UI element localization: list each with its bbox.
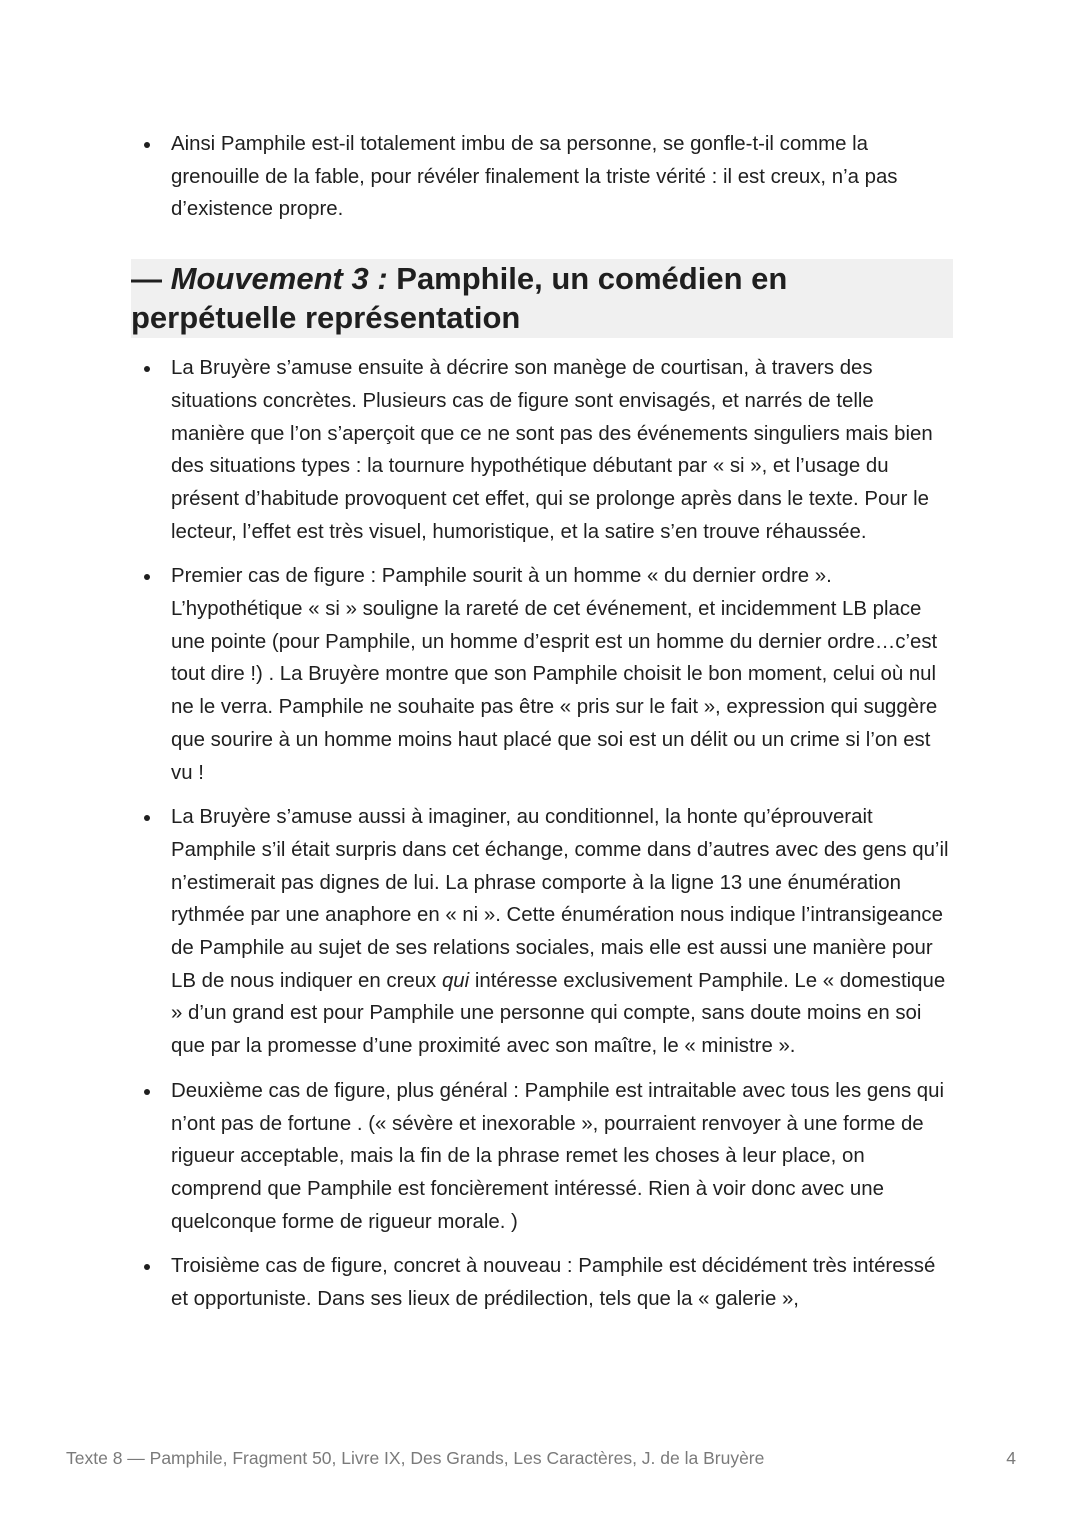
bullet-icon (144, 1264, 150, 1270)
list-item (131, 1075, 953, 1239)
intro-bullet-list (131, 128, 953, 226)
footer-title: Texte 8 — Pamphile, Fragment 50, Livre IX, Des Grands, Les Caractères, J. de la Bruyère (66, 1448, 765, 1468)
page-content (131, 128, 953, 1328)
list-item (131, 801, 953, 1063)
bullet-text-start: La Bruyère s’amuse aussi à imaginer, au conditionnel, la honte qu’éprouverait Pamphile s’il était surpris dans cet échange, comme dans d’autres avec des gens qu’il n’estimerait pas dignes de lui. La phrase comporte à la ligne 13 une énumération rythmée par une anaphore en « ni ». Cette énumération nous indique l’intransigeance de Pamphile au sujet de ses relations sociales, mais elle est aussi une manière pour LB de nous indiquer en creux (171, 806, 949, 992)
bullet-text: Deuxième cas de figure, plus général : Pamphile est intraitable avec tous les gens qui n’ont pas de fortune . (« sévère et inexorable », pourraient renvoyer à une forme de rigueur acceptable, mais la fin de la phrase remet les choses à leur place, on comprend que Pamphile est foncièrement intéressé. Rien à voir donc avec une quelconque forme de rigueur morale. ) (171, 1079, 945, 1233)
bullet-icon (144, 142, 150, 148)
bullet-icon (144, 1089, 150, 1095)
bullet-text-end: intéresse exclusivement Pamphile. Le « domestique » d’un grand est pour Pamphile une personne qui compte, sans doute moins en soi que par la promesse d’une proximité avec son maître, le « ministre ». (171, 969, 946, 1058)
bullet-text: Premier cas de figure : Pamphile sourit à un homme « du dernier ordre ». L’hypothétique « si » souligne la rareté de cet événement, et incidemment LB place une pointe (pour Pamphile, un homme d’esprit est un homme du dernier ordre…c’est tout dire !) . La Bruyère montre que son Pamphile choisit le bon moment, celui où nul ne le verra. Pamphile ne souhaite pas être « pris sur le fait », expression qui suggère que sourire à un homme moins haut placé que soi est un délit ou un crime si l’on est vu ! (171, 565, 938, 784)
bullet-icon (144, 574, 150, 580)
analysis-bullet-list (131, 352, 953, 1316)
section-heading (131, 259, 953, 338)
list-item (131, 128, 953, 226)
bullet-icon (144, 815, 150, 821)
heading-dash: — (131, 261, 171, 297)
list-item (131, 560, 953, 789)
bullet-text: Troisième cas de figure, concret à nouveau : Pamphile est décidément très intéressé et opportuniste. Dans ses lieux de prédilection, tels que la « galerie », (171, 1255, 936, 1311)
page-number: 4 (1006, 1448, 1016, 1468)
heading-label: Mouvement 3 : (170, 261, 388, 297)
bullet-text: La Bruyère s’amuse ensuite à décrire son manège de courtisan, à travers des situations concrètes. Plusieurs cas de figure sont envisagés, et narrés de telle manière que l’on s’aperçoit que ce ne sont pas des événements singuliers mais bien des situations types : la tournure hypothétique débutant par « si », et l’usage du présent d’habitude provoquent cet effet, qui se prolonge après dans le texte. Pour le lecteur, l’effet est très visuel, humoristique, et la satire s’en trouve réhaussée. (171, 357, 933, 543)
list-item (131, 1250, 953, 1315)
bullet-text: Ainsi Pamphile est-il totalement imbu de sa personne, se gonfle-t-il comme la grenouille de la fable, pour révéler finalement la triste vérité : il est creux, n’a pas d’existence propre. (171, 133, 898, 221)
list-item (131, 352, 953, 548)
heading-title: Pamphile, un comédien en perpétuelle représentation (131, 261, 788, 336)
bullet-text-emphasis: qui (441, 969, 470, 992)
bullet-icon (144, 366, 150, 372)
